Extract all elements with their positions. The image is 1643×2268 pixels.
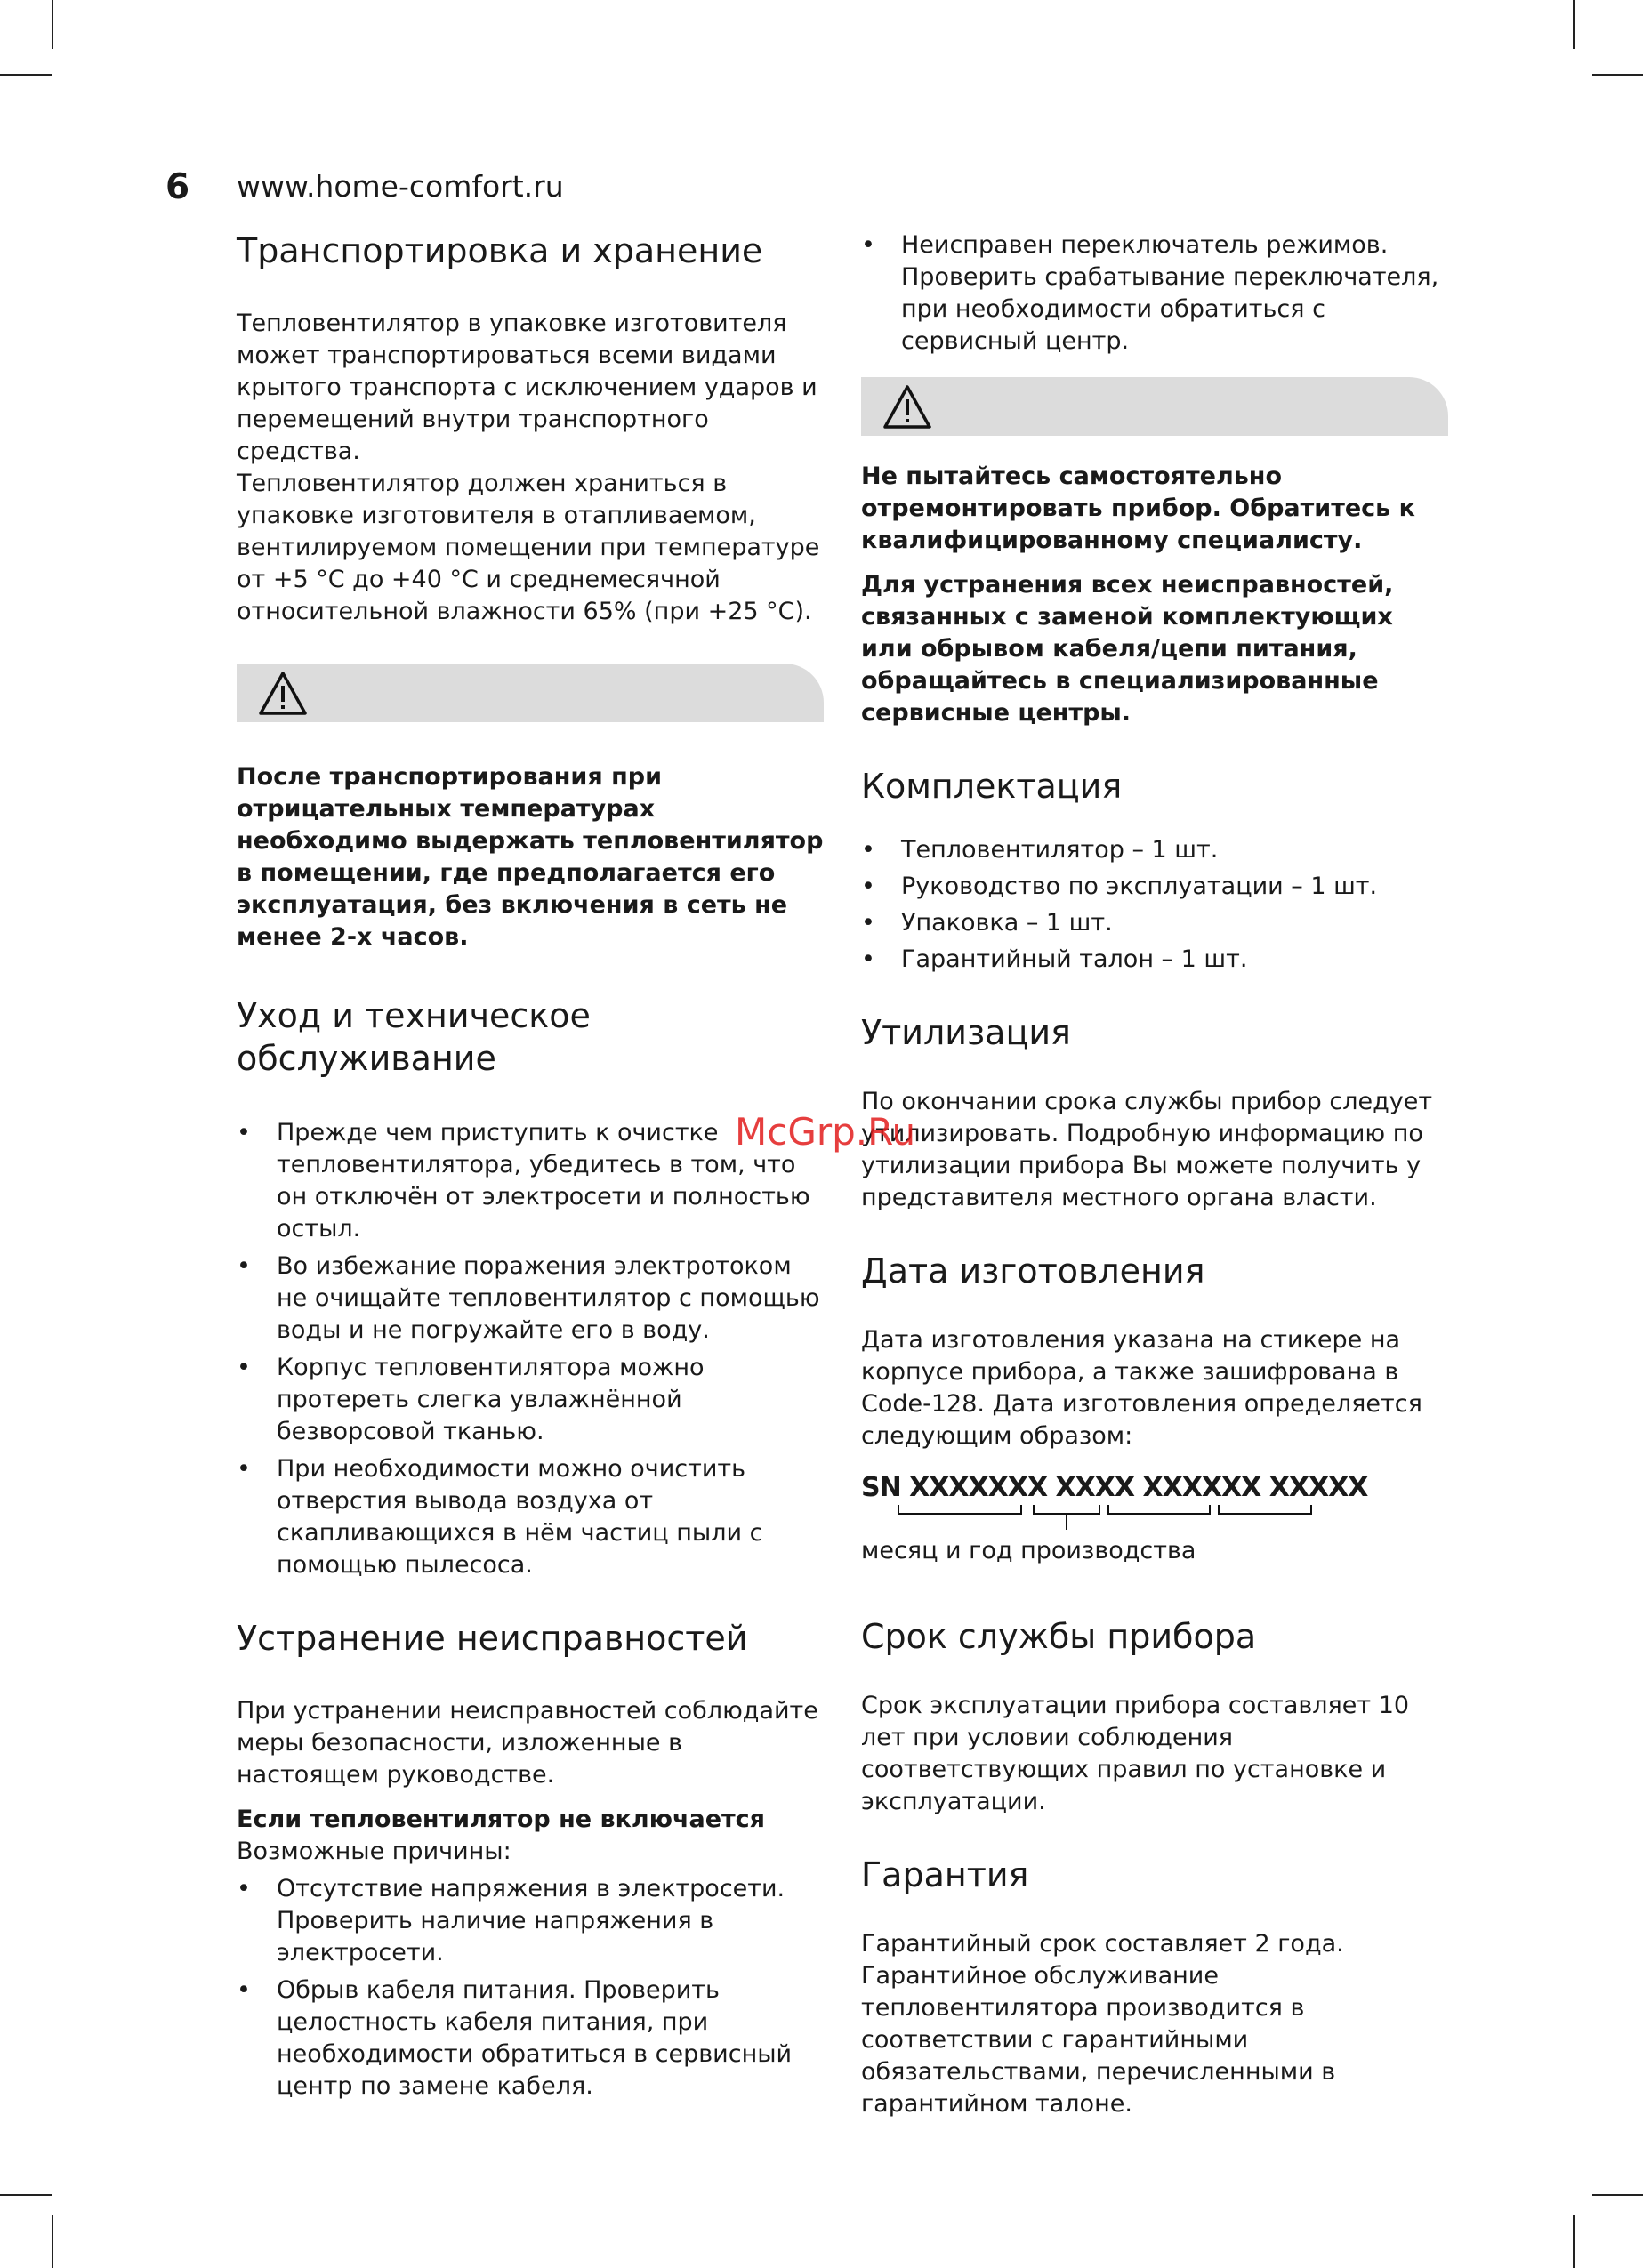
section-lifetime: [861, 1615, 1448, 1818]
paragraph: Тепловентилятор в упаковке изготовителя может транспортироваться всеми видами крытого транспорта с исключением ударов и перемещений внутри транспортного средства.: [237, 310, 817, 465]
warning-banner: [861, 377, 1448, 436]
section-title: Утилизация: [861, 1013, 1071, 1052]
list-item: • Руководство по эксплуатации – 1 шт.: [861, 873, 1378, 900]
crop-mark: [1573, 0, 1575, 49]
crop-mark: [0, 74, 52, 76]
section-warranty: [861, 1854, 1448, 2120]
page-number: 6: [165, 167, 190, 207]
kit-list: [861, 834, 1448, 976]
paragraph: Дата изготовления указана на стикере на корпусе прибора, а также зашифрована в Code-128. Дата изготовления определяется следующим образом:: [861, 1326, 1422, 1450]
warning-icon: [258, 671, 308, 717]
section-title: Гарантия: [861, 1855, 1029, 1894]
subheading: Если тепловентилятор не включается: [237, 1806, 765, 1833]
left-column: [237, 229, 824, 2151]
section-title: Устранение неисправностей: [237, 1619, 748, 1658]
crop-mark: [1592, 2194, 1643, 2196]
list-item: • Тепловентилятор – 1 шт.: [861, 836, 1219, 864]
section-transport: [237, 229, 824, 628]
serial-caption: месяц и год производства: [861, 1537, 1196, 1564]
section-title: Комплектация: [861, 767, 1123, 806]
serial-brackets: [861, 1503, 1448, 1540]
section-title: Дата изготовления: [861, 1251, 1205, 1291]
section-manufacture-date: [861, 1250, 1448, 1567]
crop-mark: [52, 0, 53, 49]
list-item: • Обрыв кабеля питания. Проверить целостность кабеля питания, при необходимости обратиться в сервисный центр по замене кабеля.: [237, 1976, 793, 2100]
list-item: • Гарантийный талон – 1 шт.: [861, 945, 1248, 973]
crop-mark: [52, 2215, 53, 2268]
crop-mark: [0, 2194, 52, 2196]
care-list: [237, 1117, 824, 1581]
section-kit: [861, 765, 1448, 976]
list-item: • Упаковка – 1 шт.: [861, 909, 1113, 937]
list-item: • Корпус тепловентилятора можно протереть слегка увлажнённой безворсовой тканью.: [237, 1354, 705, 1445]
title-line: обслуживание: [237, 1039, 496, 1078]
list-item: • При необходимости можно очистить отверстия вывода воздуха от скапливающихся в нём частиц пыли с помощью пылесоса.: [237, 1455, 763, 1579]
right-column: [861, 229, 1448, 2168]
list-item: • Отсутствие напряжения в электросети. Проверить наличие напряжения в электросети.: [237, 1875, 785, 1966]
title-line: Уход и техническое: [237, 996, 591, 1035]
warning-banner: [237, 664, 824, 722]
serial-number-format: SN XXXXXXX XXXX XXXXXX XXXXX: [861, 1472, 1368, 1503]
warning-text: Не пытайтесь самостоятельно отремонтировать прибор. Обратитесь к квалифицированному специалисту.: [861, 462, 1415, 554]
section-title: Транспортировка и хранение: [237, 231, 763, 270]
warning-icon: [882, 384, 932, 430]
causes-list: [237, 1873, 824, 2103]
list-item: • Прежде чем приступить к очистке тепловентилятора, убедитесь в том, что он отключён от электросети и полностью остыл.: [237, 1119, 810, 1243]
paragraph: Гарантийный срок составляет 2 года. Гарантийное обслуживание тепловентилятора производится в соответствии с гарантийными обязательствами, перечисленными в гарантийном талоне.: [861, 1930, 1344, 2118]
warning-text: После транспортирования при отрицательных температурах необходимо выдержать тепловентилятор в помещении, где предполагается его эксплуатация, без включения в сеть не менее 2-х часов.: [237, 763, 824, 951]
section-title: Срок службы прибора: [861, 1617, 1257, 1656]
list-item: • Неисправен переключатель режимов. Проверить срабатывание переключателя, при необходимости обратиться с сервисный центр.: [861, 231, 1439, 355]
paragraph: Возможные причины:: [237, 1838, 511, 1865]
paragraph: При устранении неисправностей соблюдайте меры безопасности, изложенные в настоящем руководстве.: [237, 1697, 818, 1789]
section-care: [237, 994, 824, 1581]
crop-mark: [1573, 2215, 1575, 2268]
warning-text: Для устранения всех неисправностей, связанных с заменой комплектующих или обрывом кабеля/цепи питания, обращайтесь в специализированные сервисные центры.: [861, 571, 1394, 727]
crop-mark: [1592, 74, 1643, 76]
list-item: • Во избежание поражения электротоком не очищайте тепловентилятор с помощью воды и не погружайте его в воду.: [237, 1252, 820, 1344]
paragraph: Тепловентилятор должен храниться в упаковке изготовителя в отапливаемом, вентилируемом помещении при температуре от +5 °С до +40 °С и среднемесячной относительной влажности 65% (при +25 °С).: [237, 470, 820, 625]
causes-list-continued: [861, 229, 1448, 358]
site-url: www.home-comfort.ru: [237, 169, 564, 204]
section-disposal: [861, 1011, 1448, 1214]
watermark: McGrp.Ru: [735, 1110, 916, 1154]
paragraph: По окончании срока службы прибор следует утилизировать. Подробную информацию по утилизации прибора Вы можете получить у представителя местного органа власти.: [861, 1088, 1433, 1211]
paragraph: Срок эксплуатации прибора составляет 10 лет при условии соблюдения соответствующих правил по установке и эксплуатации.: [861, 1692, 1410, 1815]
section-title: [237, 994, 824, 1080]
section-troubleshooting: [237, 1617, 824, 2103]
